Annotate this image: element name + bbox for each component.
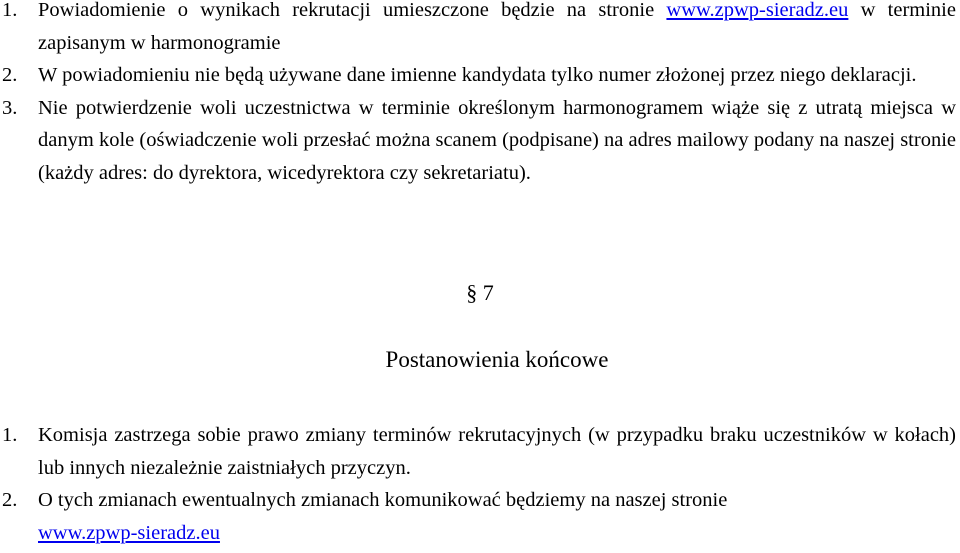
website-link[interactable]: www.zpwp-sieradz.eu	[38, 521, 220, 544]
list-item	[0, 59, 960, 92]
item-number: 1.	[2, 0, 18, 21]
item-text: Komisja zastrzega sobie prawo zmiany terminów rekrutacyjnych (w przypadku braku uczestników w kołach) lub innych niezależnie zaistniałych przyczyn.	[38, 424, 956, 479]
item-number: 3.	[2, 96, 18, 119]
item-text: W powiadomieniu nie będą używane dane imienne kandydata tylko numer złożonej przez niego deklaracji.	[38, 64, 917, 86]
item-number: 2.	[2, 489, 18, 511]
item-text: O tych zmianach ewentualnych zmianach komunikować będziemy na naszej stronie	[38, 489, 728, 511]
list-item	[0, 0, 960, 59]
list-item	[0, 92, 960, 190]
list-item	[0, 484, 960, 549]
website-link[interactable]: www.zpwp-sieradz.eu	[666, 0, 849, 21]
recruitment-notice-list	[0, 0, 960, 189]
item-number: 1.	[2, 424, 18, 446]
item-text: Nie potwierdzenie woli uczestnictwa w terminie określonym harmonogramem wiąże się z utratą miejsca w danym kole (oświadczenie woli przesłać można scanem (podpisane) na adres mailowy podany na naszej stronie (każdy adres: do dyrektora, wicedyrektora czy sekretariatu).	[38, 96, 956, 184]
item-text: Powiadomienie o wynikach rekrutacji umieszczone będzie na stronie www.zpwp-sieradz.eu w terminie zapisanym w harmonogramie	[38, 0, 956, 54]
paragraph-mark: § 7	[466, 280, 494, 305]
final-provisions-list	[0, 419, 960, 549]
item-number: 2.	[2, 64, 18, 86]
section-heading: Postanowienia końcowe	[385, 347, 609, 372]
list-item	[0, 419, 960, 484]
